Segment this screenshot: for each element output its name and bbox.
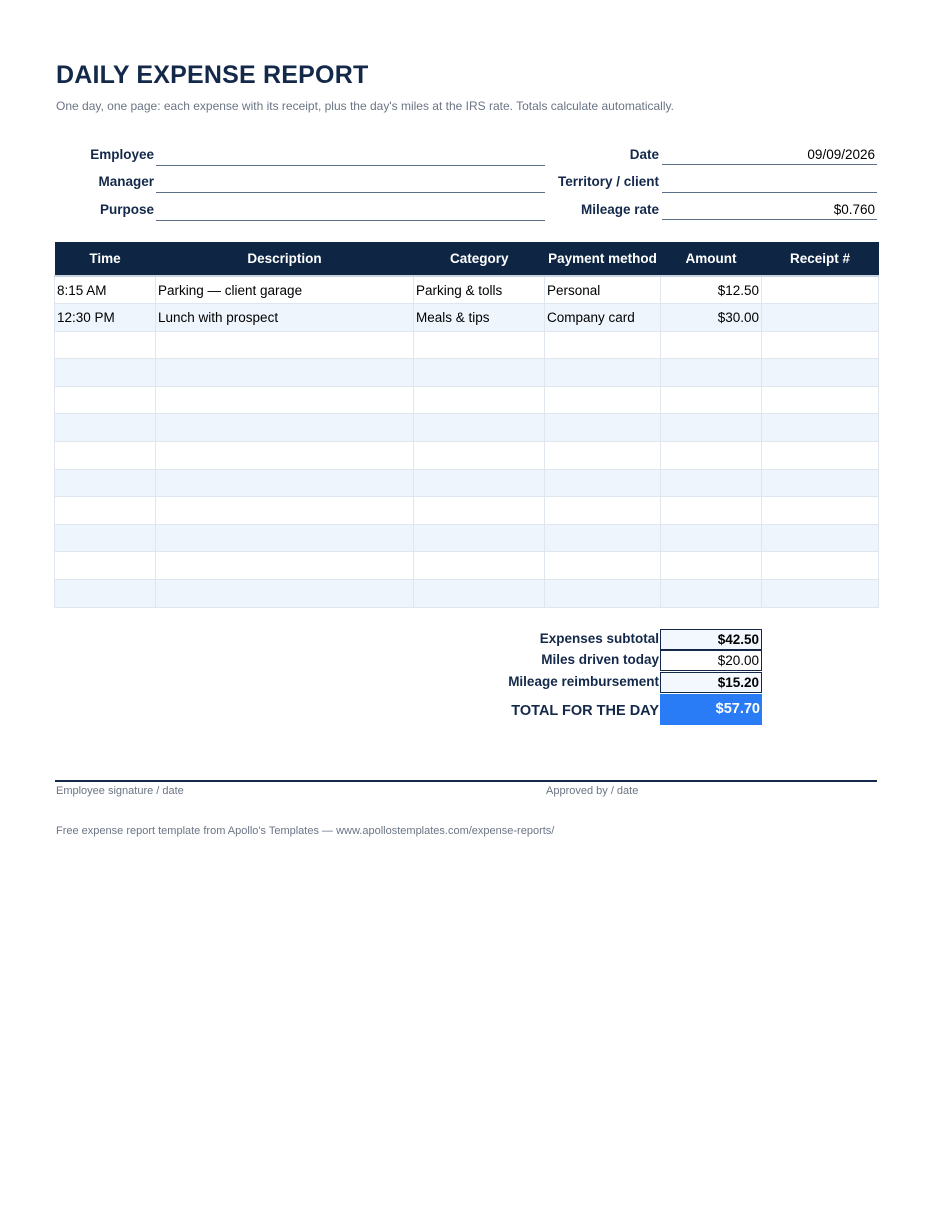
table-row [55, 414, 879, 442]
cell-description[interactable] [156, 414, 414, 442]
table-row [55, 497, 879, 525]
cell-payment-method[interactable] [545, 497, 661, 525]
cell-category[interactable] [414, 359, 545, 387]
date-field[interactable]: 09/09/2026 [662, 145, 877, 165]
cell-payment-method[interactable] [545, 414, 661, 442]
cell-category[interactable] [414, 414, 545, 442]
col-header-time: Time [55, 242, 156, 276]
employee-field[interactable] [156, 146, 545, 166]
col-header-description: Description [156, 242, 414, 276]
cell-time[interactable] [55, 497, 156, 525]
cell-receipt[interactable] [762, 304, 879, 332]
cell-category[interactable]: Parking & tolls [414, 276, 545, 304]
table-row [55, 386, 879, 414]
cell-description[interactable] [156, 497, 414, 525]
cell-amount[interactable] [661, 359, 762, 387]
purpose-label: Purpose [99, 202, 154, 217]
cell-time[interactable] [55, 524, 156, 552]
cell-time[interactable] [55, 552, 156, 580]
cell-payment-method[interactable]: Company card [545, 304, 661, 332]
col-header-payment-method: Payment method [545, 242, 661, 276]
mileage-rate-label: Mileage rate [580, 202, 659, 217]
cell-receipt[interactable] [762, 386, 879, 414]
cell-description[interactable] [156, 524, 414, 552]
grand-total-label: TOTAL FOR THE DAY [511, 703, 659, 719]
miles-value[interactable]: $20.00 [660, 650, 762, 671]
table-row [55, 442, 879, 470]
cell-payment-method[interactable] [545, 552, 661, 580]
mileage-rate-field[interactable]: $0.760 [662, 200, 877, 220]
cell-amount[interactable]: $12.50 [661, 276, 762, 304]
cell-payment-method[interactable] [545, 331, 661, 359]
cell-time[interactable] [55, 469, 156, 497]
cell-amount[interactable]: $30.00 [661, 304, 762, 332]
cell-payment-method[interactable] [545, 359, 661, 387]
cell-category[interactable] [414, 552, 545, 580]
cell-time[interactable] [55, 359, 156, 387]
cell-description[interactable] [156, 552, 414, 580]
subtotal-label: Expenses subtotal [539, 631, 659, 646]
cell-category[interactable] [414, 524, 545, 552]
cell-time[interactable]: 8:15 AM [55, 276, 156, 304]
cell-time[interactable] [55, 386, 156, 414]
cell-receipt[interactable] [762, 580, 879, 608]
cell-payment-method[interactable]: Personal [545, 276, 661, 304]
footer-credit: Free expense report template from Apollo's Templates — www.apollostemplates.com/expense-reports/ [56, 825, 555, 837]
cell-receipt[interactable] [762, 524, 879, 552]
cell-amount[interactable] [661, 552, 762, 580]
cell-payment-method[interactable] [545, 580, 661, 608]
cell-amount[interactable] [661, 469, 762, 497]
cell-description[interactable] [156, 442, 414, 470]
manager-label: Manager [98, 174, 154, 189]
table-row [55, 524, 879, 552]
cell-description[interactable] [156, 386, 414, 414]
cell-description[interactable] [156, 331, 414, 359]
cell-amount[interactable] [661, 442, 762, 470]
territory-label: Territory / client [557, 174, 659, 189]
cell-category[interactable] [414, 386, 545, 414]
approved-by-label: Approved by / date [546, 785, 639, 797]
cell-amount[interactable] [661, 414, 762, 442]
cell-amount[interactable] [661, 524, 762, 552]
grand-total-value: $57.70 [660, 694, 762, 725]
cell-time[interactable]: 12:30 PM [55, 304, 156, 332]
cell-amount[interactable] [661, 386, 762, 414]
cell-category[interactable]: Meals & tips [414, 304, 545, 332]
cell-receipt[interactable] [762, 552, 879, 580]
cell-description[interactable]: Parking — client garage [156, 276, 414, 304]
reimbursement-value: $15.20 [660, 672, 762, 693]
cell-time[interactable] [55, 331, 156, 359]
manager-field[interactable] [156, 173, 545, 193]
table-row [55, 552, 879, 580]
cell-description[interactable] [156, 580, 414, 608]
col-header-receipt: Receipt # [762, 242, 879, 276]
col-header-category: Category [414, 242, 545, 276]
expense-rows [55, 276, 879, 607]
cell-receipt[interactable] [762, 469, 879, 497]
table-row [55, 359, 879, 387]
cell-amount[interactable] [661, 331, 762, 359]
cell-receipt[interactable] [762, 359, 879, 387]
cell-amount[interactable] [661, 580, 762, 608]
cell-receipt[interactable] [762, 276, 879, 304]
cell-category[interactable] [414, 331, 545, 359]
cell-time[interactable] [55, 580, 156, 608]
col-header-amount: Amount [661, 242, 762, 276]
cell-payment-method[interactable] [545, 386, 661, 414]
table-row [55, 469, 879, 497]
cell-category[interactable] [414, 442, 545, 470]
table-row [55, 276, 879, 304]
table-row [55, 580, 879, 608]
cell-description[interactable]: Lunch with prospect [156, 304, 414, 332]
cell-category[interactable] [414, 469, 545, 497]
cell-category[interactable] [414, 497, 545, 525]
cell-description[interactable] [156, 469, 414, 497]
cell-time[interactable] [55, 414, 156, 442]
cell-description[interactable] [156, 359, 414, 387]
territory-field[interactable] [662, 173, 877, 193]
subtotal-value: $42.50 [660, 629, 762, 650]
cell-payment-method[interactable] [545, 524, 661, 552]
cell-receipt[interactable] [762, 442, 879, 470]
cell-category[interactable] [414, 580, 545, 608]
cell-receipt[interactable] [762, 414, 879, 442]
table-row [55, 331, 879, 359]
cell-payment-method[interactable] [545, 442, 661, 470]
purpose-field[interactable] [156, 201, 545, 221]
employee-signature-label: Employee signature / date [56, 785, 184, 797]
table-header-row [55, 242, 879, 276]
employee-label: Employee [90, 147, 154, 162]
reimbursement-label: Mileage reimbursement [508, 674, 659, 689]
report-subtitle: One day, one page: each expense with its receipt, plus the day's miles at the IRS rate. Totals calculate automatically. [56, 99, 674, 113]
cell-receipt[interactable] [762, 331, 879, 359]
cell-payment-method[interactable] [545, 469, 661, 497]
expense-table [54, 242, 879, 608]
date-label: Date [629, 147, 659, 162]
cell-receipt[interactable] [762, 497, 879, 525]
miles-label: Miles driven today [541, 652, 659, 667]
cell-amount[interactable] [661, 497, 762, 525]
report-title: DAILY EXPENSE REPORT [56, 61, 369, 89]
signature-line [55, 780, 877, 782]
cell-time[interactable] [55, 442, 156, 470]
table-row [55, 304, 879, 332]
